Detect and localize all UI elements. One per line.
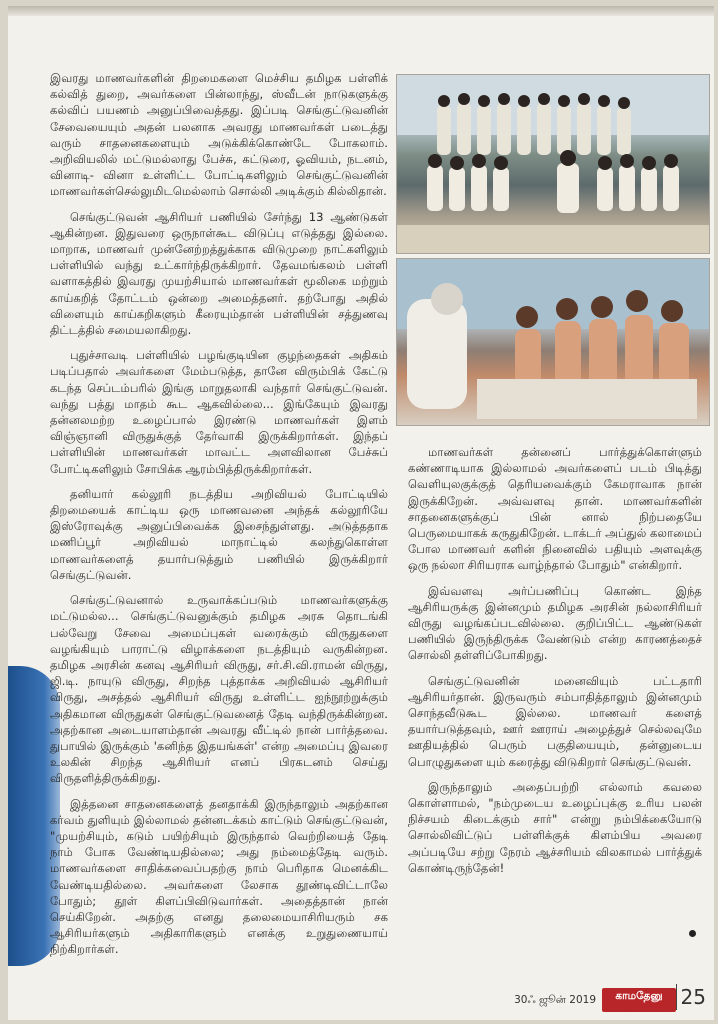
magazine-page <box>8 6 714 1020</box>
paragraph: செங்குட்டுவனின் மனைவியும் பட்டதாரி ஆசிரியர்தான். இருவரும் சம்பாதித்தாலும் இன்னமும் சொந்தவீடுகூட இல்லை. மாணவர் களைத் தயார்படுத்தவும், ஊர் ஊராய் அழைத்துச் செல்லவுமே ஊதியத்தில் பெரும் பகுதியையும், தன்னுடைய பொழுதுகளை யும் கரைத்து விடுகிறார் செங்குட்டுவன். <box>408 673 702 769</box>
paragraph: தனியார் கல்லூரி நடத்திய அறிவியல் போட்டியில் திறமையைக் காட்டிய ஒரு மாணவனை அந்தக் கல்லூரியே இஸ்ரோவுக்கு அனுப்பிவைக்க இசைந்துள்ளது. அடுத்ததாக மணிப்பூர் அறிவியல் மாநாட்டில் கலந்துகொள்ள மாணவர்களைத் தயார்படுத்தும் பணியில் இருக்கிறார் செங்குட்டுவன். <box>50 486 388 582</box>
article-left-column <box>50 70 388 967</box>
paragraph: செங்குட்டுவன் ஆசிரியர் பணியில் சேர்ந்து 13 ஆண்டுகள் ஆகின்றன. இதுவரை ஒருநாள்கூட விடுப்பு எடுத்தது இல்லை. மாறாக, மாணவர் முன்னேற்றத்துக்காக விடுமுறை நாட்களிலும் பள்ளியில் வந்து உட்கார்ந்திருக்கிறார். தேவமங்கலம் பள்ளி வளாகத்தில் இவரது முயற்சியால் மாணவர்கள் மூலிகை மற்றும் காய்கறித் தோட்டம் ஒன்றை அமைத்தனர். தற்போது அதில் விளையும் காய்கறிகளும் கீரையும்தான் பள்ளியின் சத்துணவு திட்டத்தில் சமையலாகிறது. <box>50 209 388 338</box>
paragraph: மாணவர்கள் தன்னைப் பார்த்துக்கொள்ளும் கண்ணாடியாக இல்லாமல் அவர்களைப் படம் பிடித்து வெளியுலகுக்குத் தெரியவைக்கும் கேமராவாக நான் இருக்கிறேன். அவ்வளவு தான். மாணவர்களின் சாதனைகளுக்குப் பின் னால் நிற்பதையே பெருமையாகக் கருதுகிறேன். டாக்டர் அப்துல் கலாமைப் போல மாணவர் களின் நினைவில் பதியும் அளவுக்கு ஒரு நல்லா சிரியராக வாழ்ந்தால் போதும்" என்கிறார். <box>408 445 702 573</box>
paragraph: செங்குட்டுவனால் உருவாக்கப்படும் மாணவர்களுக்கு மட்டுமல்ல... செங்குட்டுவனுக்கும் தமிழக அரசு தொடங்கி பல்வேறு சேவை அமைப்புகள் வரைக்கும் விருதுகளை வழங்கியும் பாராட்டு விழாக்களை நடத்தியும் வருகின்றன. தமிழக அரசின் கனவு ஆசிரியர் விருது, சர்.சி.வி.ராமன் விருது, ஜி.டி. நாயுடு விருது, சிறந்த புத்தாக்க அறிவியல் ஆசிரியர் விருது, அசத்தல் ஆசிரியர் விருது உள்ளிட்ட ஐந்நூற்றுக்கும் அதிகமான விருதுகள் செங்குட்டுவனைத் தேடி வந்திருக்கின்றன. அதற்கான அடையாளம்தான் அவரது வீட்டில் நான் பார்த்தவை. துபாயில் இருக்கும் 'கனிந்த இதயங்கள்' என்ற அமைப்பு இவரை உலகின் சிறந்த ஆசிரியர் எனப் பிரகடனம் செய்து விருதளித்திருக்கிறது. <box>50 593 388 786</box>
page-number: 25 <box>676 984 706 1010</box>
paragraph: இருந்தாலும் அதைப்பற்றி எல்லாம் கவலை கொள்ளாமல், "நம்முடைய உழைப்புக்கு உரிய பலன் நிச்சயம் கிடைக்கும் சார்" என்று நம்பிக்கையோடு சொல்லிவிட்டுப் பள்ளிக்குக் கிளம்பிய அவரை அப்படியே சற்று நேரம் ஆச்சரியம் விலகாமல் பார்த்துக் கொண்டிருந்தேன்! <box>408 779 702 875</box>
classroom-photo-illustration <box>397 259 709 425</box>
group-photo-illustration <box>397 75 709 253</box>
brand-name: காமதேனு <box>615 990 663 1002</box>
page-top-edge <box>8 6 714 16</box>
paragraph: இவ்வளவு அர்ப்பணிப்பு கொண்ட இந்த ஆசிரியருக்கு இன்னமும் தமிழக அரசின் நல்லாசிரியர் விருது வழங்கப்படவில்லை. குறிப்பிட்ட ஆண்டுகள் பணியில் இருந்திருக்க வேண்டும் என்ற காரணத்தைச் சொல்லி தள்ளிப்போகிறது. <box>408 583 702 663</box>
issue-date: 30ஃ ஜூன் 2019 <box>514 994 596 1006</box>
article-end-mark <box>689 930 696 937</box>
classroom-photo <box>396 258 710 426</box>
article-right-column <box>408 444 702 885</box>
paragraph: இவரது மாணவர்களின் திறமைகளை மெச்சிய தமிழக பள்ளிக் கல்வித் துறை, அவர்களை பின்லாந்து, ஸ்வீடன் நாடுகளுக்கு கல்விப் பயணம் அனுப்பிவைத்தது. இப்படி செங்குட்டுவனின் சேவையையும் அதன் பலனாக அவரது மாணவர்கள் படைத்து வரும் சாதனைகளையும் அடுக்கிக்கொண்டே போகலாம். அறிவியலில் மட்டுமல்லாது பேச்சு, கட்டுரை, ஓவியம், நடனம், வினாடி- வினா உள்ளிட்ட போட்டிகளிலும் செங்குட்டுவனின் மாணவர்கள்செல்லுமிடமெல்லாம் சொல்லி அடிக்கும் கில்லிதான். <box>50 71 388 199</box>
brand-url: www.kamadenu.in <box>611 1007 667 1014</box>
page-footer <box>8 980 714 1020</box>
paragraph: இத்தனை சாதனைகளைத் தனதாக்கி இருந்தாலும் அதற்கான கர்வம் துளியும் இல்லாமல் தன்னடக்கம் காட்டும் செங்குட்டுவன், "முயற்சியும், கடும் பயிற்சியும் இருந்தால் வெற்றியைத் தேடி நாம் போக வேண்டியதில்லை; அது நம்மைத்தேடி வரும். மாணவர்களை சாதிக்கவைப்பதற்கு நாம் பெரிதாக மெனக்கிட வேண்டியதில்லை. அவர்களை லேசாக தூண்டிவிட்டாலே போதும்; தூள் கிளப்பிவிடுவார்கள். அதைத்தான் நான் செய்கிறேன். அதற்கு எனது தலைமையாசிரியரும் சக ஆசிரியர்களும் அதிகாரிகளும் எனக்கு உறுதுணையாய் நிற்கிறார்கள். <box>50 796 388 957</box>
paragraph: புதுச்சாவடி பள்ளியில் பழங்குடியின குழந்தைகள் அதிகம் படிப்பதால் அவர்களை மேம்படுத்த, தானே விரும்பிக் கேட்டு கடந்த செப்டம்பரில் இங்கு மாறுதலாகி வந்தார் செங்குட்டுவன். வந்து பத்து மாதம் கூட ஆகவில்லை... இங்கேயும் இவரது தன்னலமற்ற உழைப்பால் இரண்டு மாணவர்கள் இளம் விஞ்ஞானி விருதுக்குத் தேர்வாகி இருக்கிறார்கள். இந்தப் பள்ளியின் மாணவர்கள் மாவட்ட அளவிலான பேச்சுப் போட்டிகளிலும் சோபிக்க ஆரம்பித்திருக்கிறார்கள். <box>50 348 388 476</box>
group-photo-students <box>396 74 710 254</box>
